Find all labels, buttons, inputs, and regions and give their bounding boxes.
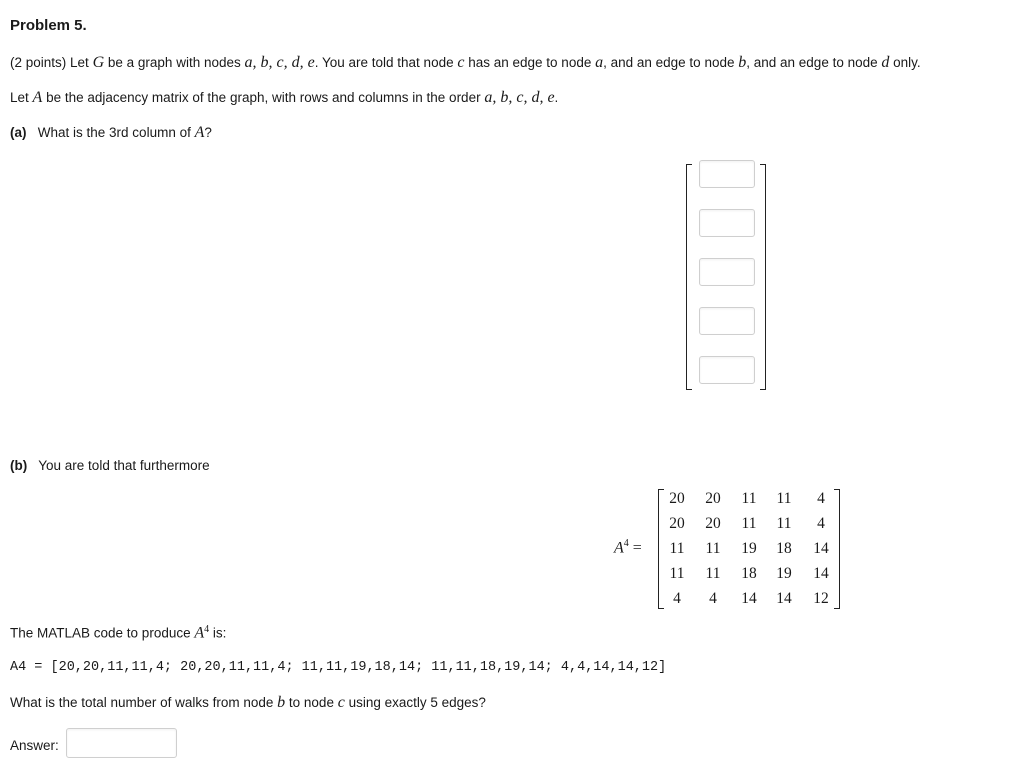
matrix-intro: Let A be the adjacency matrix of the graph, with rows and columns in the order a, b, c, d, e. [10, 89, 559, 106]
matrix-cell: 19 [776, 565, 792, 582]
left-bracket [686, 164, 692, 390]
column-entry-1-input[interactable] [699, 160, 755, 188]
matrix-cell: 11 [776, 515, 792, 532]
walks-question: What is the total number of walks from node b to node c using exactly 5 edges? [10, 694, 486, 711]
matrix-cell: 4 [817, 515, 825, 532]
matrix-cell: 4 [673, 590, 681, 607]
matrix-cell: 4 [817, 490, 825, 507]
matrix-cell: 11 [705, 565, 721, 582]
matlab-code: A4 = [20,20,11,11,4; 20,20,11,11,4; 11,11,19,18,14; 11,11,18,19,14; 4,4,14,14,12] [10, 660, 667, 675]
column-entry-4-input[interactable] [699, 307, 755, 335]
answer-input[interactable] [66, 728, 177, 758]
part-b-intro: (b) You are told that furthermore [10, 458, 210, 473]
matrix-cell: 11 [669, 565, 685, 582]
part-a-question: (a) What is the 3rd column of A? [10, 124, 212, 141]
matrix-cell: 11 [741, 490, 757, 507]
matrix-cell: 18 [776, 540, 792, 557]
matrix-cell: 19 [741, 540, 757, 557]
matlab-intro: The MATLAB code to produce $A^4$ is: [10, 624, 227, 642]
matrix-cell: 11 [705, 540, 721, 557]
a4-label: $A^4$ = [614, 538, 642, 557]
matrix-row [658, 588, 840, 610]
problem-title: Problem 5. [10, 17, 87, 34]
matrix-cell: 14 [741, 590, 757, 607]
matrix-cell: 20 [669, 515, 685, 532]
column-entry-2-input[interactable] [699, 209, 755, 237]
matrix-cell: 18 [741, 565, 757, 582]
matrix-row [658, 488, 840, 510]
right-bracket [760, 164, 766, 390]
matrix-cell: 14 [776, 590, 792, 607]
matrix-cell: 4 [709, 590, 717, 607]
part-b-label: (b) [10, 458, 28, 473]
matrix-cell: 11 [669, 540, 685, 557]
matrix-row [658, 513, 840, 535]
matrix-cell: 20 [705, 515, 721, 532]
answer-label: Answer: [10, 738, 59, 753]
problem-intro: (2 points) Let G be a graph with nodes a, b, c, d, e. You are told that node c has an edge to node a, and an edge to node b, and an edge to node d only. [10, 54, 921, 71]
matrix-cell: 12 [813, 590, 829, 607]
column-entry-5-input[interactable] [699, 356, 755, 384]
part-a-label: (a) [10, 125, 27, 140]
column-entry-3-input[interactable] [699, 258, 755, 286]
matrix-cell: 11 [741, 515, 757, 532]
matrix-row [658, 563, 840, 585]
matrix-cell: 20 [705, 490, 721, 507]
a4-matrix [658, 489, 840, 609]
matrix-cell: 11 [776, 490, 792, 507]
column-vector [686, 164, 766, 390]
matrix-cell: 14 [813, 540, 829, 557]
matrix-row [658, 538, 840, 560]
matrix-cell: 14 [813, 565, 829, 582]
matrix-cell: 20 [669, 490, 685, 507]
